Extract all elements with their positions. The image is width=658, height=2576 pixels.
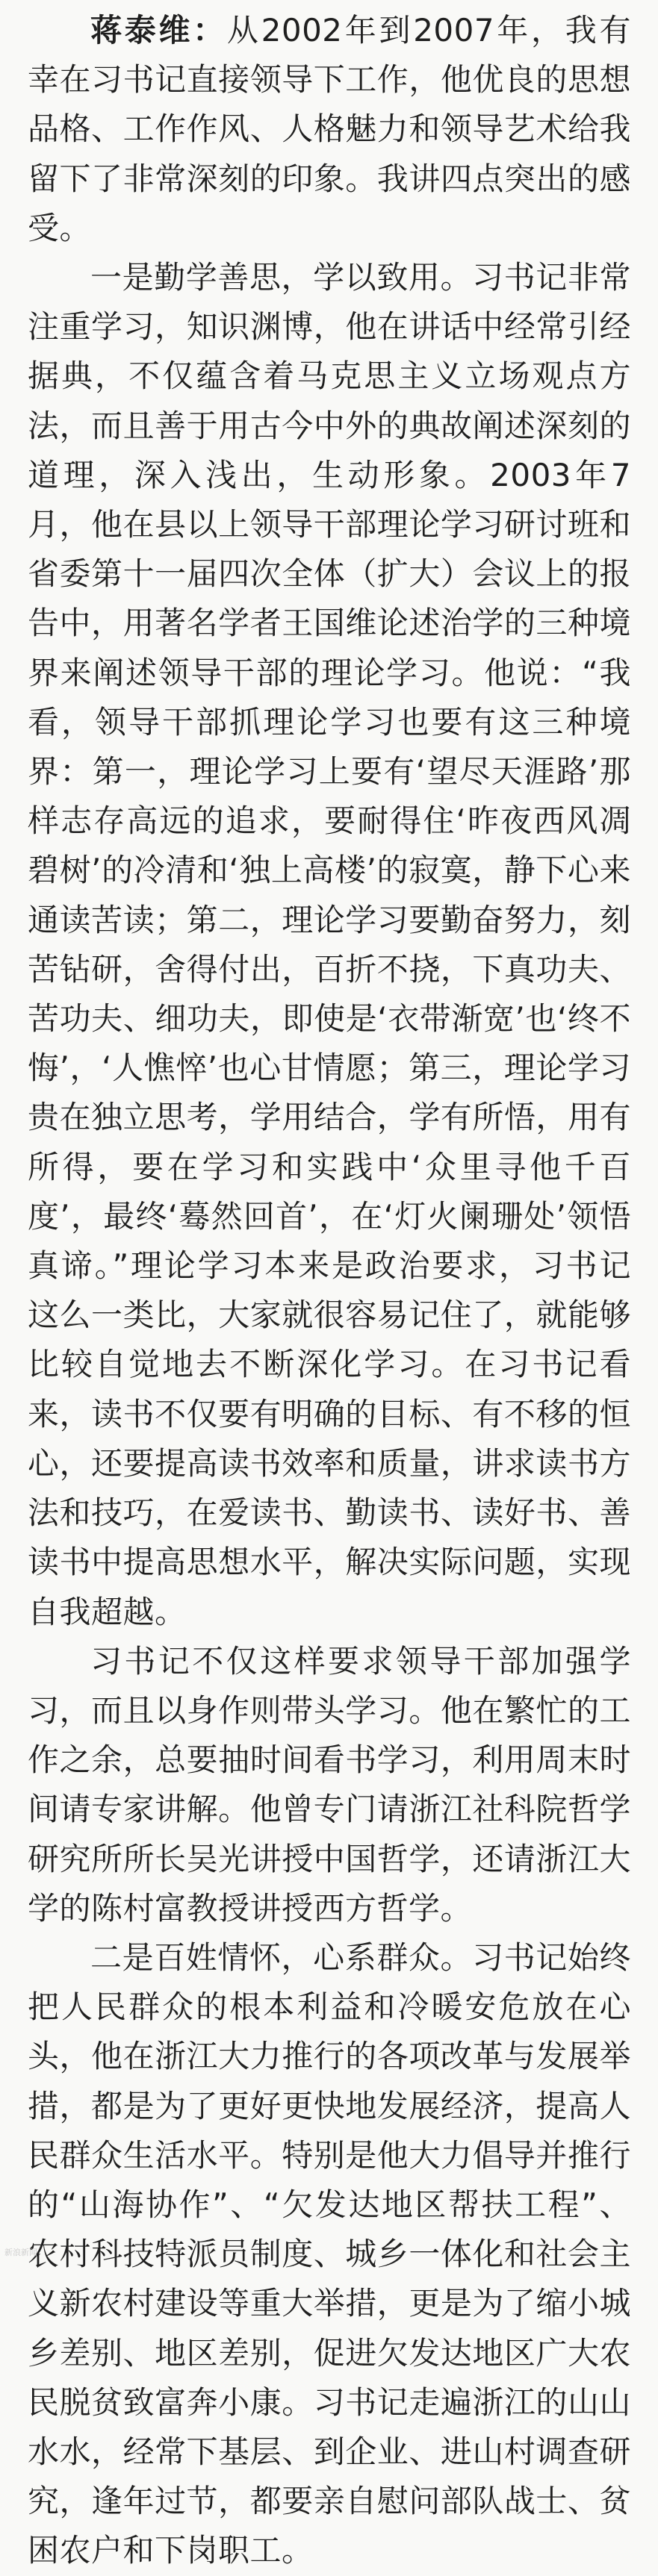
paragraph-1-text: 从2002年到2007年，我有幸在习书记直接领导下工作，他优良的思想品格、工作作风、人格魅力和领导艺术给我留下了非常深刻的印象。我讲四点突出的感受。 [28, 12, 631, 246]
paragraph-4: 二是百姓情怀，心系群众。习书记始终把人民群众的根本利益和冷暖安危放在心头，他在浙江大力推行的各项改革与发展举措，都是为了更好更快地发展经济，提高人民群众生活水平。特别是他大力倡导并推行的“山海协作”、“欠发达地区帮扶工程”、农村科技特派员制度、城乡一体化和社会主义新农村建设等重大举措，更是为了缩小城乡差别、地区差别，促进欠发达地区广大农民脱贫致富奔小康。习书记走遍浙江的山山水水，经常下基层、到企业、进山村调查研究，逢年过节，都要亲自慰问部队战士、贫困农户和下岗职工。 [28, 1939, 631, 2569]
speaker-name: 蒋泰维： [90, 12, 227, 49]
article-body [28, 0, 631, 2569]
paragraph-1 [28, 6, 631, 253]
paragraph-2: 一是勤学善思，学以致用。习书记非常注重学习，知识渊博，他在讲话中经常引经据典，不仅蕴含着马克思主义立场观点方法，而且善于用古今中外的典故阐述深刻的道理，深入浅出，生动形象。2003年7月，他在县以上领导干部理论学习研讨班和省委第十一届四次全体（扩大）会议上的报告中，用著名学者王国维论述治学的三种境界来阐述领导干部的理论学习。他说：“我看，领导干部抓理论学习也要有这三种境界：第一，理论学习上要有‘望尽天涯路’那样志存高远的追求，要耐得住‘昨夜西风凋碧树’的冷清和‘独上高楼’的寂寞，静下心来通读苦读；第二，理论学习要勤奋努力，刻苦钻研，舍得付出，百折不挠，下真功夫、苦功夫、细功夫，即使是‘衣带渐宽’也‘终不悔’，‘人憔悴’也心甘情愿；第三，理论学习贵在独立思考，学用结合，学有所悟，用有所得，要在学习和实践中‘众里寻他千百度’，最终‘蓦然回首’，在‘灯火阑珊处’领悟真谛。”理论学习本来是政治要求，习书记这么一类比，大家就很容易记住了，就能够比较自觉地去不断深化学习。在习书记看来，读书不仅要有明确的目标、有不移的恒心，还要提高读书效率和质量，讲求读书方法和技巧，在爱读书、勤读书、读好书、善读书中提高思想水平，解决实际问题，实现自我超越。 [28, 259, 631, 1630]
paragraph-3: 习书记不仅这样要求领导干部加强学习，而且以身作则带头学习。他在繁忙的工作之余，总要抽时间看书学习，利用周末时间请专家讲解。他曾专门请浙江社科院哲学研究所所长吴光讲授中国哲学，还请浙江大学的陈村富教授讲授西方哲学。 [28, 1642, 631, 1927]
watermark: 新浪新闻 [4, 2248, 37, 2257]
